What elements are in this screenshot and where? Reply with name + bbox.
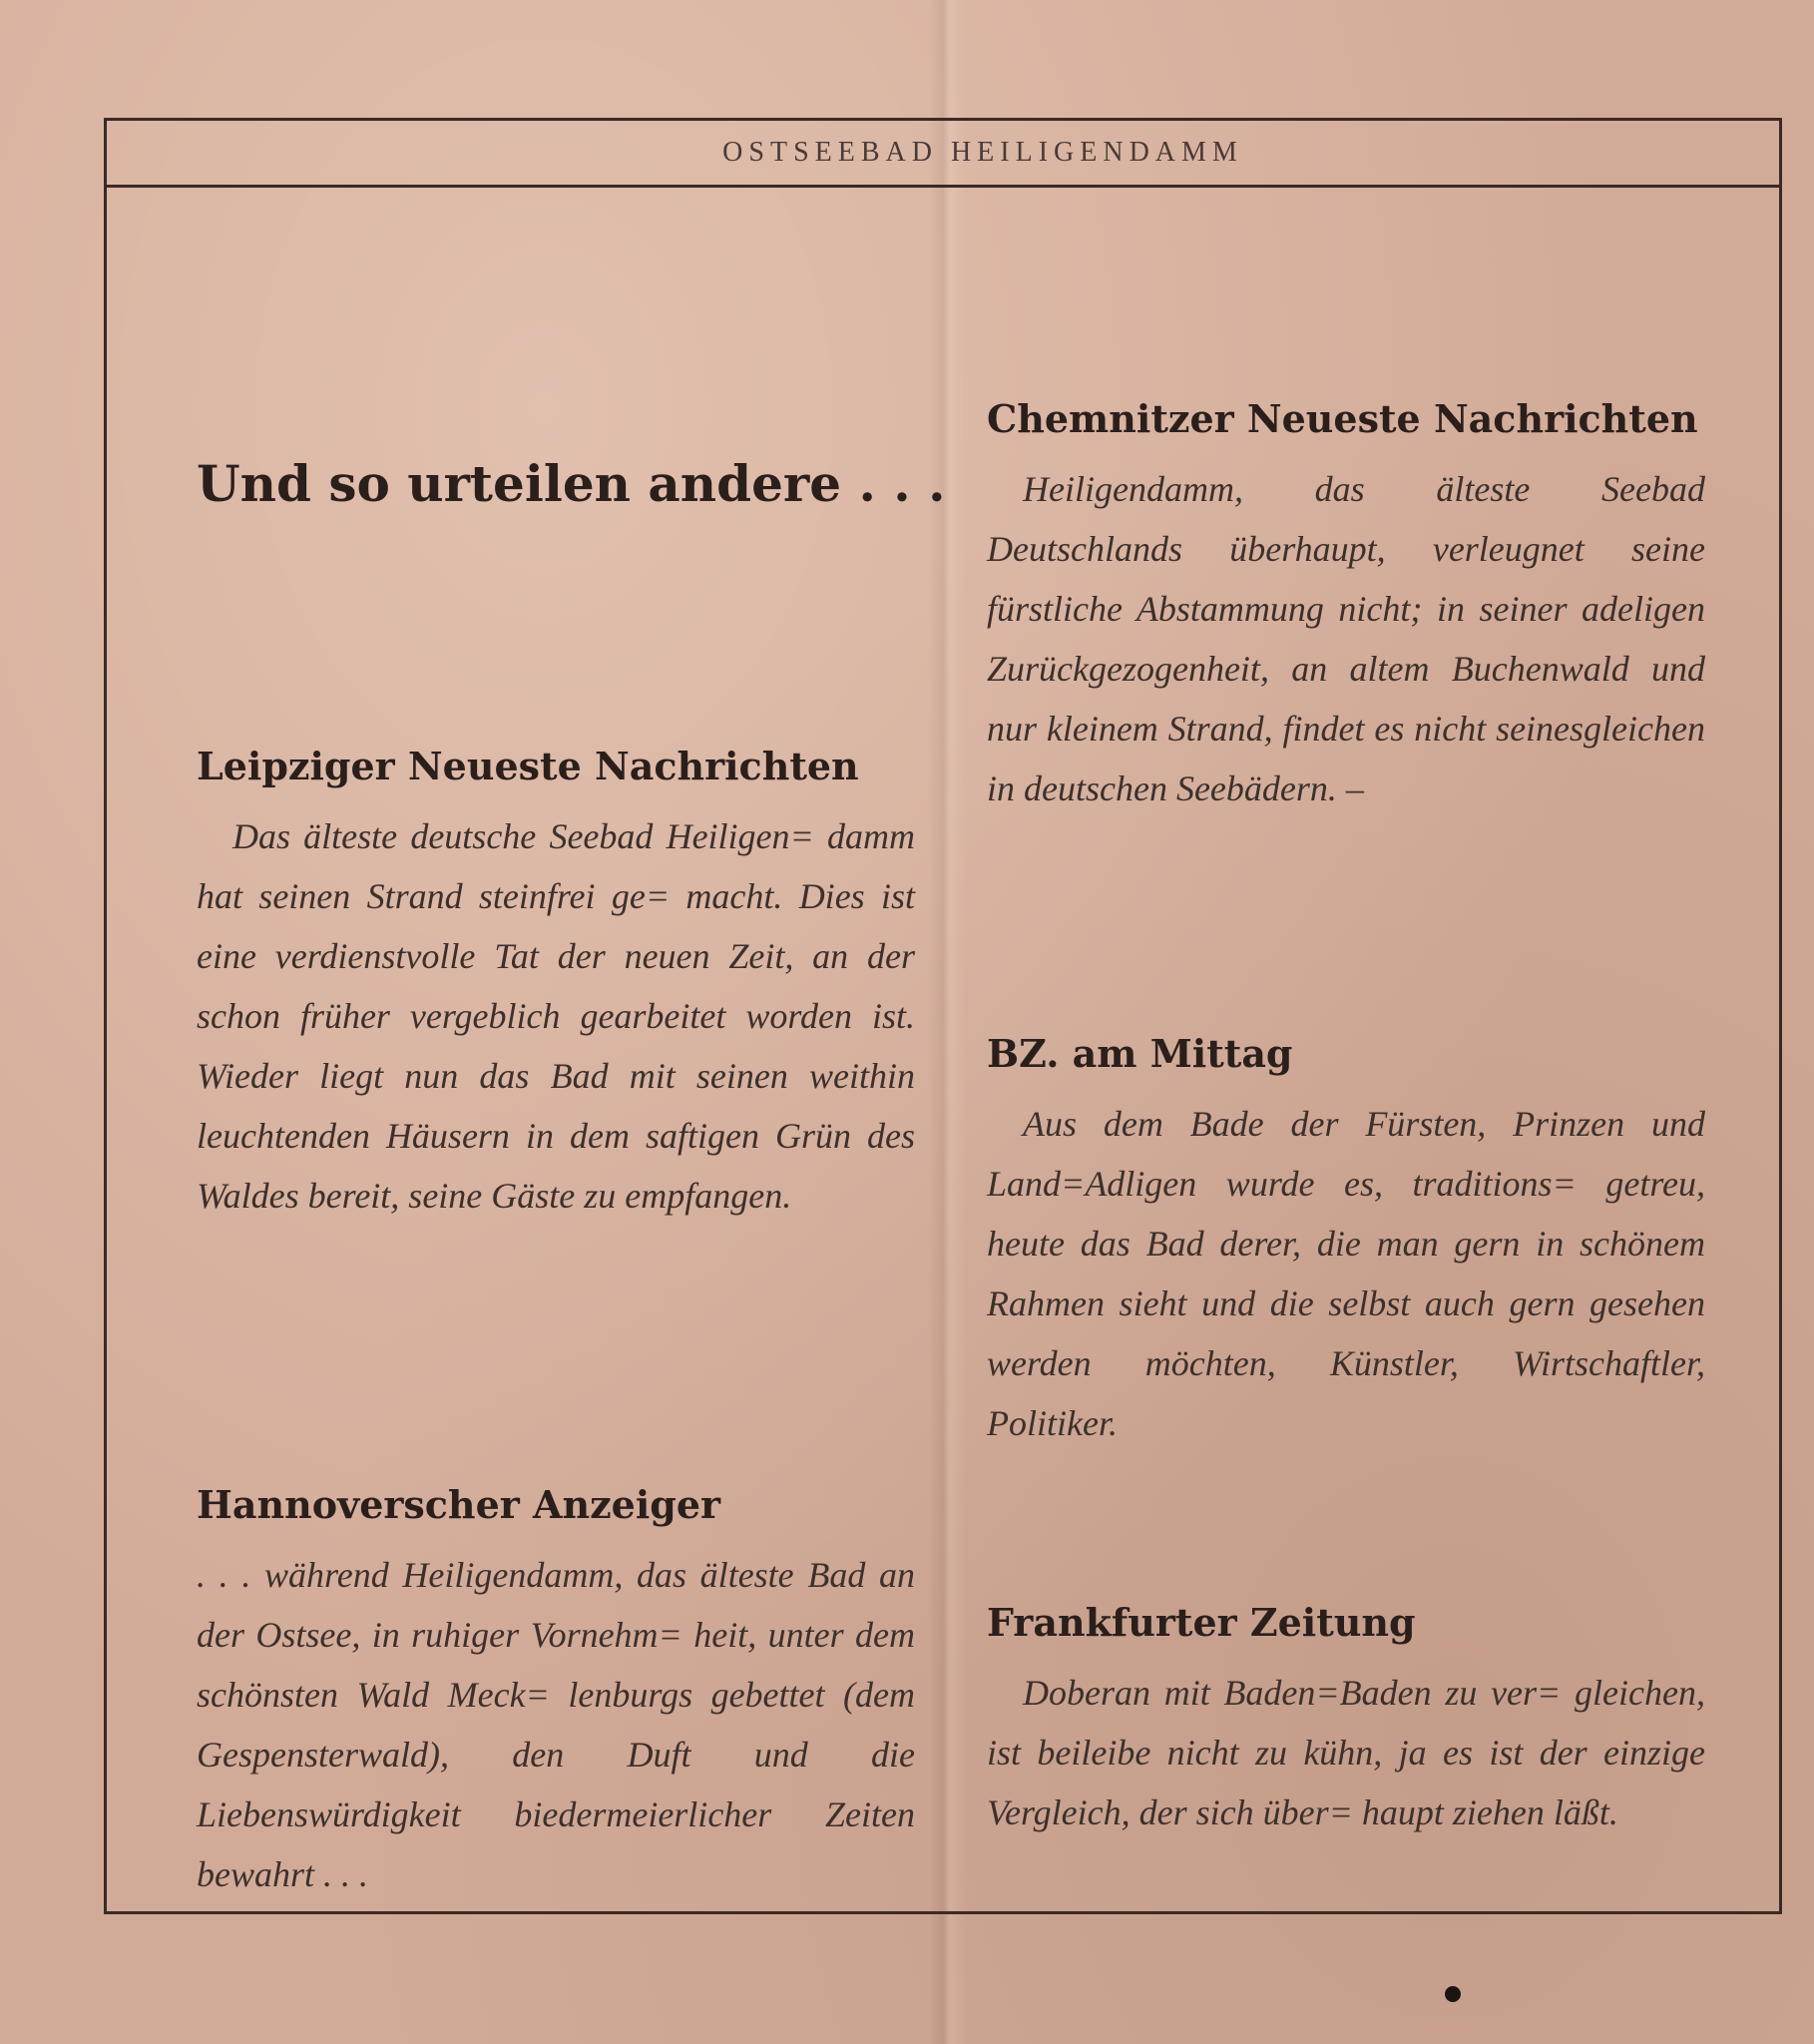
header-title: OSTSEEBAD HEILIGENDAMM	[722, 137, 1243, 168]
left-column	[197, 185, 946, 1911]
quote-block-hannoverscher	[197, 1482, 915, 1904]
quote-block-frankfurter	[987, 1600, 1705, 1842]
page-frame	[104, 118, 1782, 1914]
quote-text-hannoverscher: . . . während Heiligendamm, das älteste Bad an der Ostsee, in ruhiger Vornehm= heit, unter dem schönsten Wald Meck= lenburgs gebettet (dem Gespensterwald), den Duft und die Liebenswürdigkeit biedermeierlicher Zeiten bewahrt . . .	[197, 1555, 915, 1894]
paper-title-bz: BZ. am Mittag	[987, 1031, 1293, 1076]
ink-dot	[1445, 1986, 1461, 2002]
quote-text-leipziger: Das älteste deutsche Seebad Heiligen= damm hat seinen Strand steinfrei ge= macht. Dies ist eine verdienstvolle Tat der neuen Zeit, an der schon früher vergeblich gearbeitet worden ist. Wieder liegt nun das Bad mit seinen weithin leuchtenden Häusern in dem saftigen Grün des Waldes bereit, seine Gäste zu empfangen.	[197, 816, 915, 1216]
quote-text-chemnitzer: Heiligendamm, das älteste Seebad Deutschlands überhaupt, verleugnet seine fürstliche Abstammung nicht; in seiner adeligen Zurückgezogenheit, an altem Buchenwald und nur kleinem Strand, findet es nicht seinesgleichen in deutschen Seebädern. –	[987, 469, 1705, 808]
quote-text-bz: Aus dem Bade der Fürsten, Prinzen und Land=Adligen wurde es, traditions= getreu, heute das Bad derer, die man gern in schönem Rahmen sieht und die selbst auch gern gesehen werden möchten, Künstler, Wirtschaftler, Politiker.	[987, 1104, 1705, 1443]
right-column	[987, 185, 1705, 1911]
quote-block-leipziger	[197, 744, 915, 1226]
quote-text-frankfurter: Doberan mit Baden=Baden zu ver= gleichen, ist beileibe nicht zu kühn, ja es ist der einzige Vergleich, der sich über= haupt ziehen läßt.	[987, 1673, 1705, 1832]
main-heading: Und so urteilen andere . . .	[197, 454, 946, 513]
quote-block-chemnitzer	[987, 396, 1705, 818]
paper-title-leipziger: Leipziger Neueste Nachrichten	[197, 744, 859, 788]
paper-title-chemnitzer: Chemnitzer Neueste Nachrichten	[987, 396, 1698, 441]
header-band	[107, 121, 1779, 188]
quote-block-bz	[987, 1031, 1705, 1453]
paper-title-frankfurter: Frankfurter Zeitung	[987, 1600, 1416, 1645]
paper-title-hannoverscher: Hannoverscher Anzeiger	[197, 1482, 721, 1527]
